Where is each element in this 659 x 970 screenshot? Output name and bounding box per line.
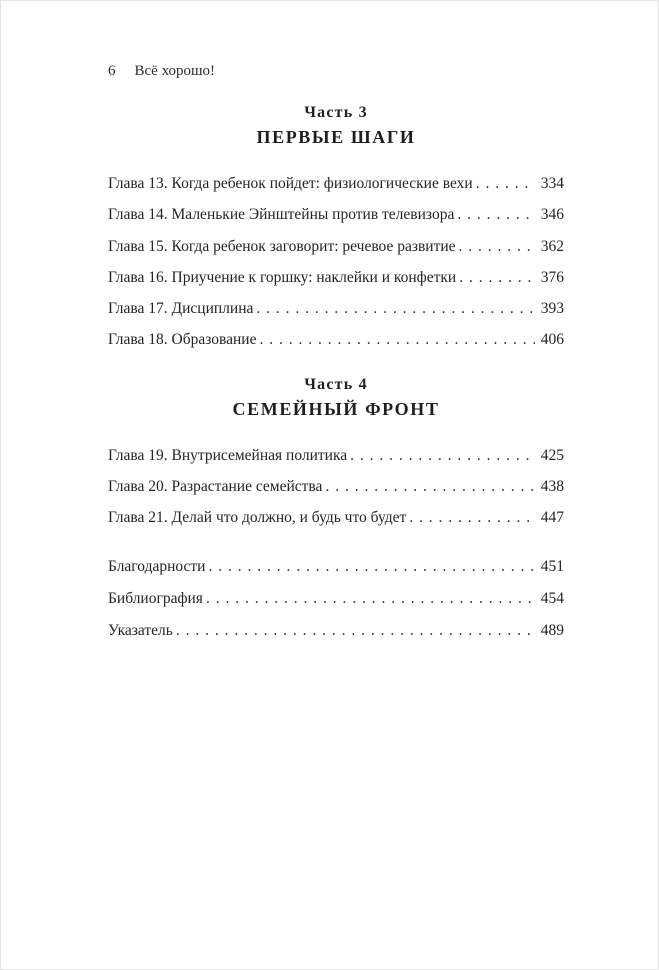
- dot-leader: [259, 331, 534, 349]
- dot-leader: [256, 300, 534, 318]
- toc-entry-label: Библиография: [108, 589, 203, 607]
- part-heading-3: [108, 104, 564, 148]
- toc-entry: [108, 175, 564, 193]
- toc-entry: [108, 331, 564, 349]
- part-label: Часть 3: [304, 104, 368, 121]
- toc-entry: [108, 558, 564, 576]
- toc-entry: [108, 206, 564, 224]
- page-number: 6: [108, 63, 116, 79]
- running-title: Всё хорошо!: [134, 63, 216, 79]
- toc-entry-label: Глава 16. Приучение к горшку: наклейки и конфетки: [108, 268, 457, 286]
- dot-leader: [206, 590, 535, 608]
- toc-entry-label: Глава 15. Когда ребенок заговорит: речевое развитие: [108, 237, 456, 255]
- toc-entry: [108, 622, 564, 640]
- toc-entry: [108, 300, 564, 318]
- dot-leader: [208, 558, 534, 576]
- dot-leader: [325, 478, 534, 496]
- dot-leader: [176, 622, 535, 640]
- toc-entry-label: Указатель: [108, 622, 173, 640]
- toc-entry-label: Глава 21. Делай что должно, и будь что будет: [108, 509, 407, 527]
- part-title: ПЕРВЫЕ ШАГИ: [256, 127, 416, 147]
- toc-entry-label: Глава 18. Образование: [108, 331, 257, 349]
- toc-entry: [108, 269, 564, 287]
- toc-entry-label: Глава 17. Дисциплина: [108, 300, 254, 318]
- toc-entry: [108, 509, 564, 527]
- part-heading-4: [108, 376, 564, 420]
- dot-leader: [457, 206, 534, 224]
- toc-entry-page: 447: [540, 509, 564, 527]
- toc-entry-page: 454: [540, 589, 564, 607]
- toc-entry-page: 334: [540, 175, 564, 192]
- toc-entry-page: 362: [540, 237, 564, 255]
- toc-entry: [108, 590, 564, 608]
- toc-entry-label: Глава 14. Маленькие Эйнштейны против телевизора: [108, 206, 455, 224]
- toc-entry-label: Глава 13. Когда ребенок пойдет: физиологические вехи: [108, 175, 473, 192]
- toc-entry-label: Благодарности: [108, 557, 206, 575]
- toc-entry-page: 346: [540, 206, 564, 224]
- toc-entry-page: 451: [540, 557, 564, 575]
- running-head: [108, 63, 564, 80]
- toc-entry-page: 406: [540, 331, 564, 349]
- toc-entry-page: 425: [540, 446, 564, 464]
- toc-entry: [108, 238, 564, 256]
- toc-entry-page: 438: [540, 477, 564, 495]
- toc-entries-part-3: [108, 175, 564, 350]
- toc-entry-page: 376: [540, 268, 564, 286]
- toc-back-matter: [108, 558, 564, 641]
- dot-leader: [459, 269, 535, 287]
- dot-leader: [409, 509, 534, 527]
- toc-entry-label: Глава 20. Разрастание семейства: [108, 477, 323, 495]
- toc-entry-page: 489: [540, 622, 564, 640]
- part-title: СЕМЕЙНЫЙ ФРОНТ: [232, 398, 440, 419]
- dot-leader: [476, 175, 535, 193]
- part-label: Часть 4: [304, 375, 368, 393]
- toc-entries-part-4: [108, 447, 564, 528]
- dot-leader: [350, 447, 535, 465]
- toc-entry: [108, 478, 564, 496]
- toc-entry: [108, 447, 564, 465]
- toc-entry-label: Глава 19. Внутрисемейная политика: [108, 446, 348, 464]
- toc-entry-page: 393: [540, 300, 564, 318]
- dot-leader: [459, 238, 535, 256]
